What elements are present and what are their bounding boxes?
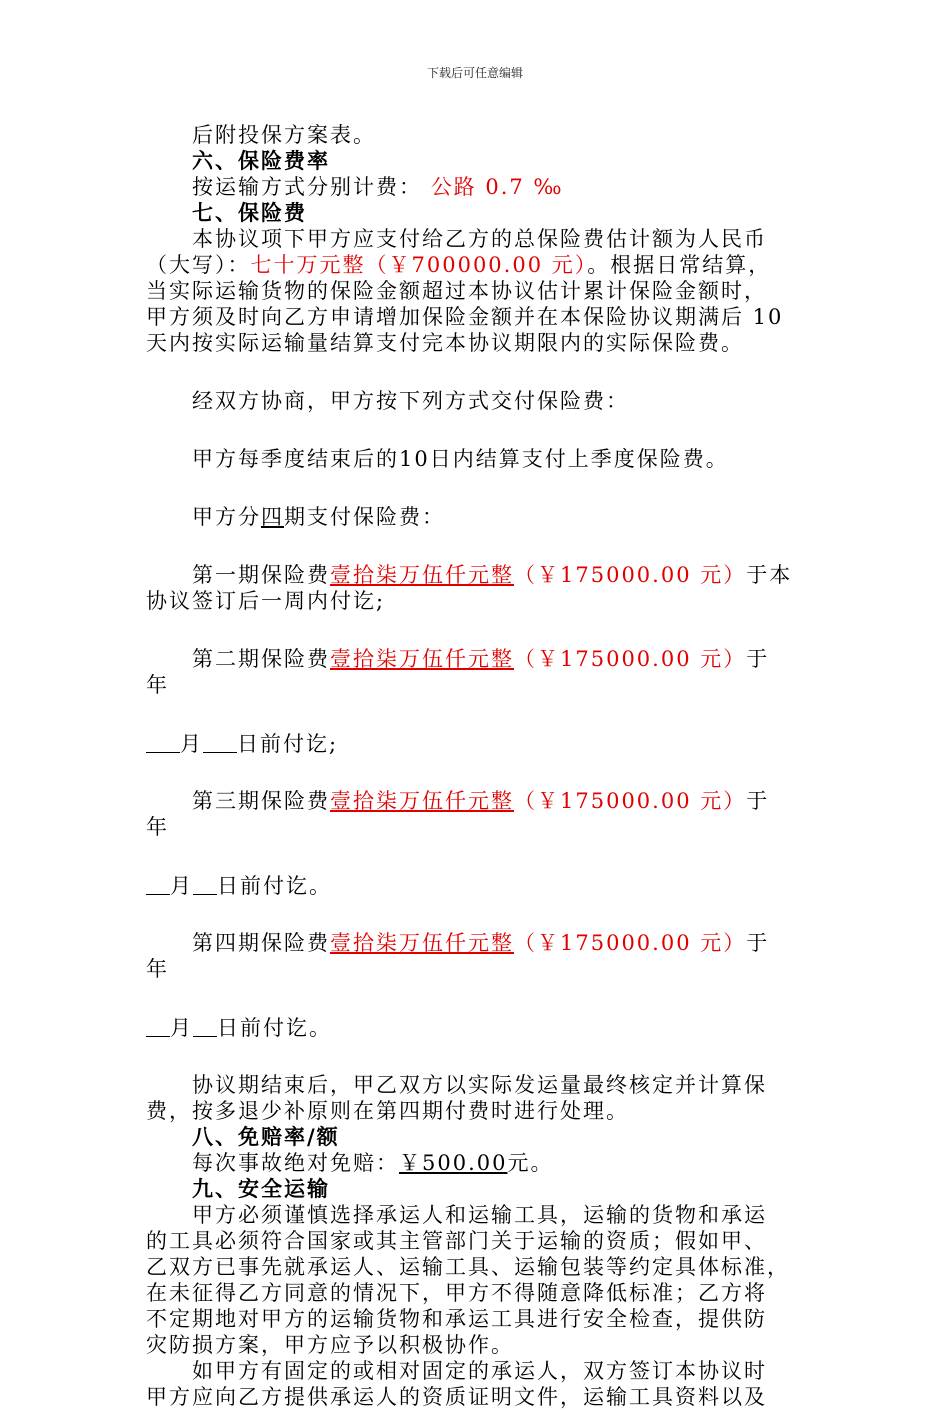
quarterly-line: 甲方每季度结束后的10日内结算支付上季度保险费。 <box>192 447 729 471</box>
installment-4-year: 年 <box>146 957 169 981</box>
premium-line-1: 本协议项下甲方应支付给乙方的总保险费估计额为人民币 <box>192 227 767 251</box>
installment-2-date: 月 日前付讫; <box>146 730 814 756</box>
premium-total: 七十万元整（￥700000.00 元） <box>250 253 588 277</box>
installment-3-date: 月 日前付讫。 <box>146 872 814 898</box>
installment-2-year: 年 <box>146 673 169 697</box>
installment-3-amount: 壹拾柒万伍仟元整 <box>330 789 514 813</box>
installment-1: 第一期保险费壹拾柒万伍仟元整（￥175000.00 元）于本 <box>192 563 793 587</box>
safety-line-4: 在未征得乙方同意的情况下，甲方不得随意降低标准；乙方将 <box>146 1281 767 1305</box>
installment-4: 第四期保险费壹拾柒万伍仟元整（￥175000.00 元）于 <box>192 931 770 955</box>
installment-1-amount: 壹拾柒万伍仟元整 <box>330 563 514 587</box>
attachment-note: 后附投保方案表。 <box>192 123 376 147</box>
installment-2: 第二期保险费壹拾柒万伍仟元整（￥175000.00 元）于 <box>192 647 770 671</box>
section-9-heading: 九、安全运输 <box>192 1176 330 1201</box>
section-7-heading: 七、保险费 <box>192 200 307 225</box>
page-header: 下载后可任意编辑 <box>426 66 523 80</box>
installment-1-line-2: 协议签订后一周内付讫; <box>146 589 386 613</box>
premium-line-2: （大写）：七十万元整（￥700000.00 元）。根据日常结算， <box>146 253 772 277</box>
safety-line-2: 的工具必须符合国家或其主管部门关于运输的资质；假如甲、 <box>146 1229 767 1253</box>
rate-line: 按运输方式分别计费： 公路 0.7 ‰ <box>192 175 564 199</box>
installment-3: 第三期保险费壹拾柒万伍仟元整（￥175000.00 元）于 <box>192 789 770 813</box>
carrier-line-1: 如甲方有固定的或相对固定的承运人，双方签订本协议时 <box>192 1359 767 1383</box>
premium-line-5: 天内按实际运输量结算支付完本协议期限内的实际保险费。 <box>146 331 744 355</box>
deductible-value: ￥500.00 <box>399 1151 508 1175</box>
installment-2-amount: 壹拾柒万伍仟元整 <box>330 647 514 671</box>
premium-line-4: 甲方须及时向乙方申请增加保险金额并在本保险协议期满后 10 <box>146 305 784 329</box>
deductible-line: 每次事故绝对免赔：￥500.00元。 <box>192 1151 554 1175</box>
safety-line-6: 灾防损方案，甲方应予以积极协作。 <box>146 1333 514 1357</box>
premium-line-3: 当实际运输货物的保险金额超过本协议估计累计保险金额时， <box>146 279 767 303</box>
settlement-line-1: 协议期结束后，甲乙双方以实际发运量最终核定并计算保 <box>192 1073 767 1097</box>
carrier-line-2: 甲方应向乙方提供承运人的资质证明文件，运输工具资料以及 <box>146 1385 767 1409</box>
consultation-line: 经双方协商，甲方按下列方式交付保险费： <box>192 389 629 413</box>
installment-3-year: 年 <box>146 815 169 839</box>
rate-value: 公路 0.7 ‰ <box>430 175 564 199</box>
installment-4-amount: 壹拾柒万伍仟元整 <box>330 931 514 955</box>
safety-line-5: 不定期地对甲方的运输货物和承运工具进行安全检查，提供防 <box>146 1307 767 1331</box>
section-6-heading: 六、保险费率 <box>192 148 330 173</box>
document-body <box>146 122 814 1410</box>
safety-line-3: 乙双方已事先就承运人、运输工具、运输包装等约定具体标准， <box>146 1255 790 1279</box>
settlement-line-2: 费，按多退少补原则在第四期付费时进行处理。 <box>146 1099 629 1123</box>
safety-line-1: 甲方必须谨慎选择承运人和运输工具，运输的货物和承运 <box>192 1203 767 1227</box>
installment-4-date: 月 日前付讫。 <box>146 1014 814 1040</box>
section-8-heading: 八、免赔率/额 <box>192 1124 340 1149</box>
installments-line: 甲方分四期支付保险费： <box>192 505 445 529</box>
